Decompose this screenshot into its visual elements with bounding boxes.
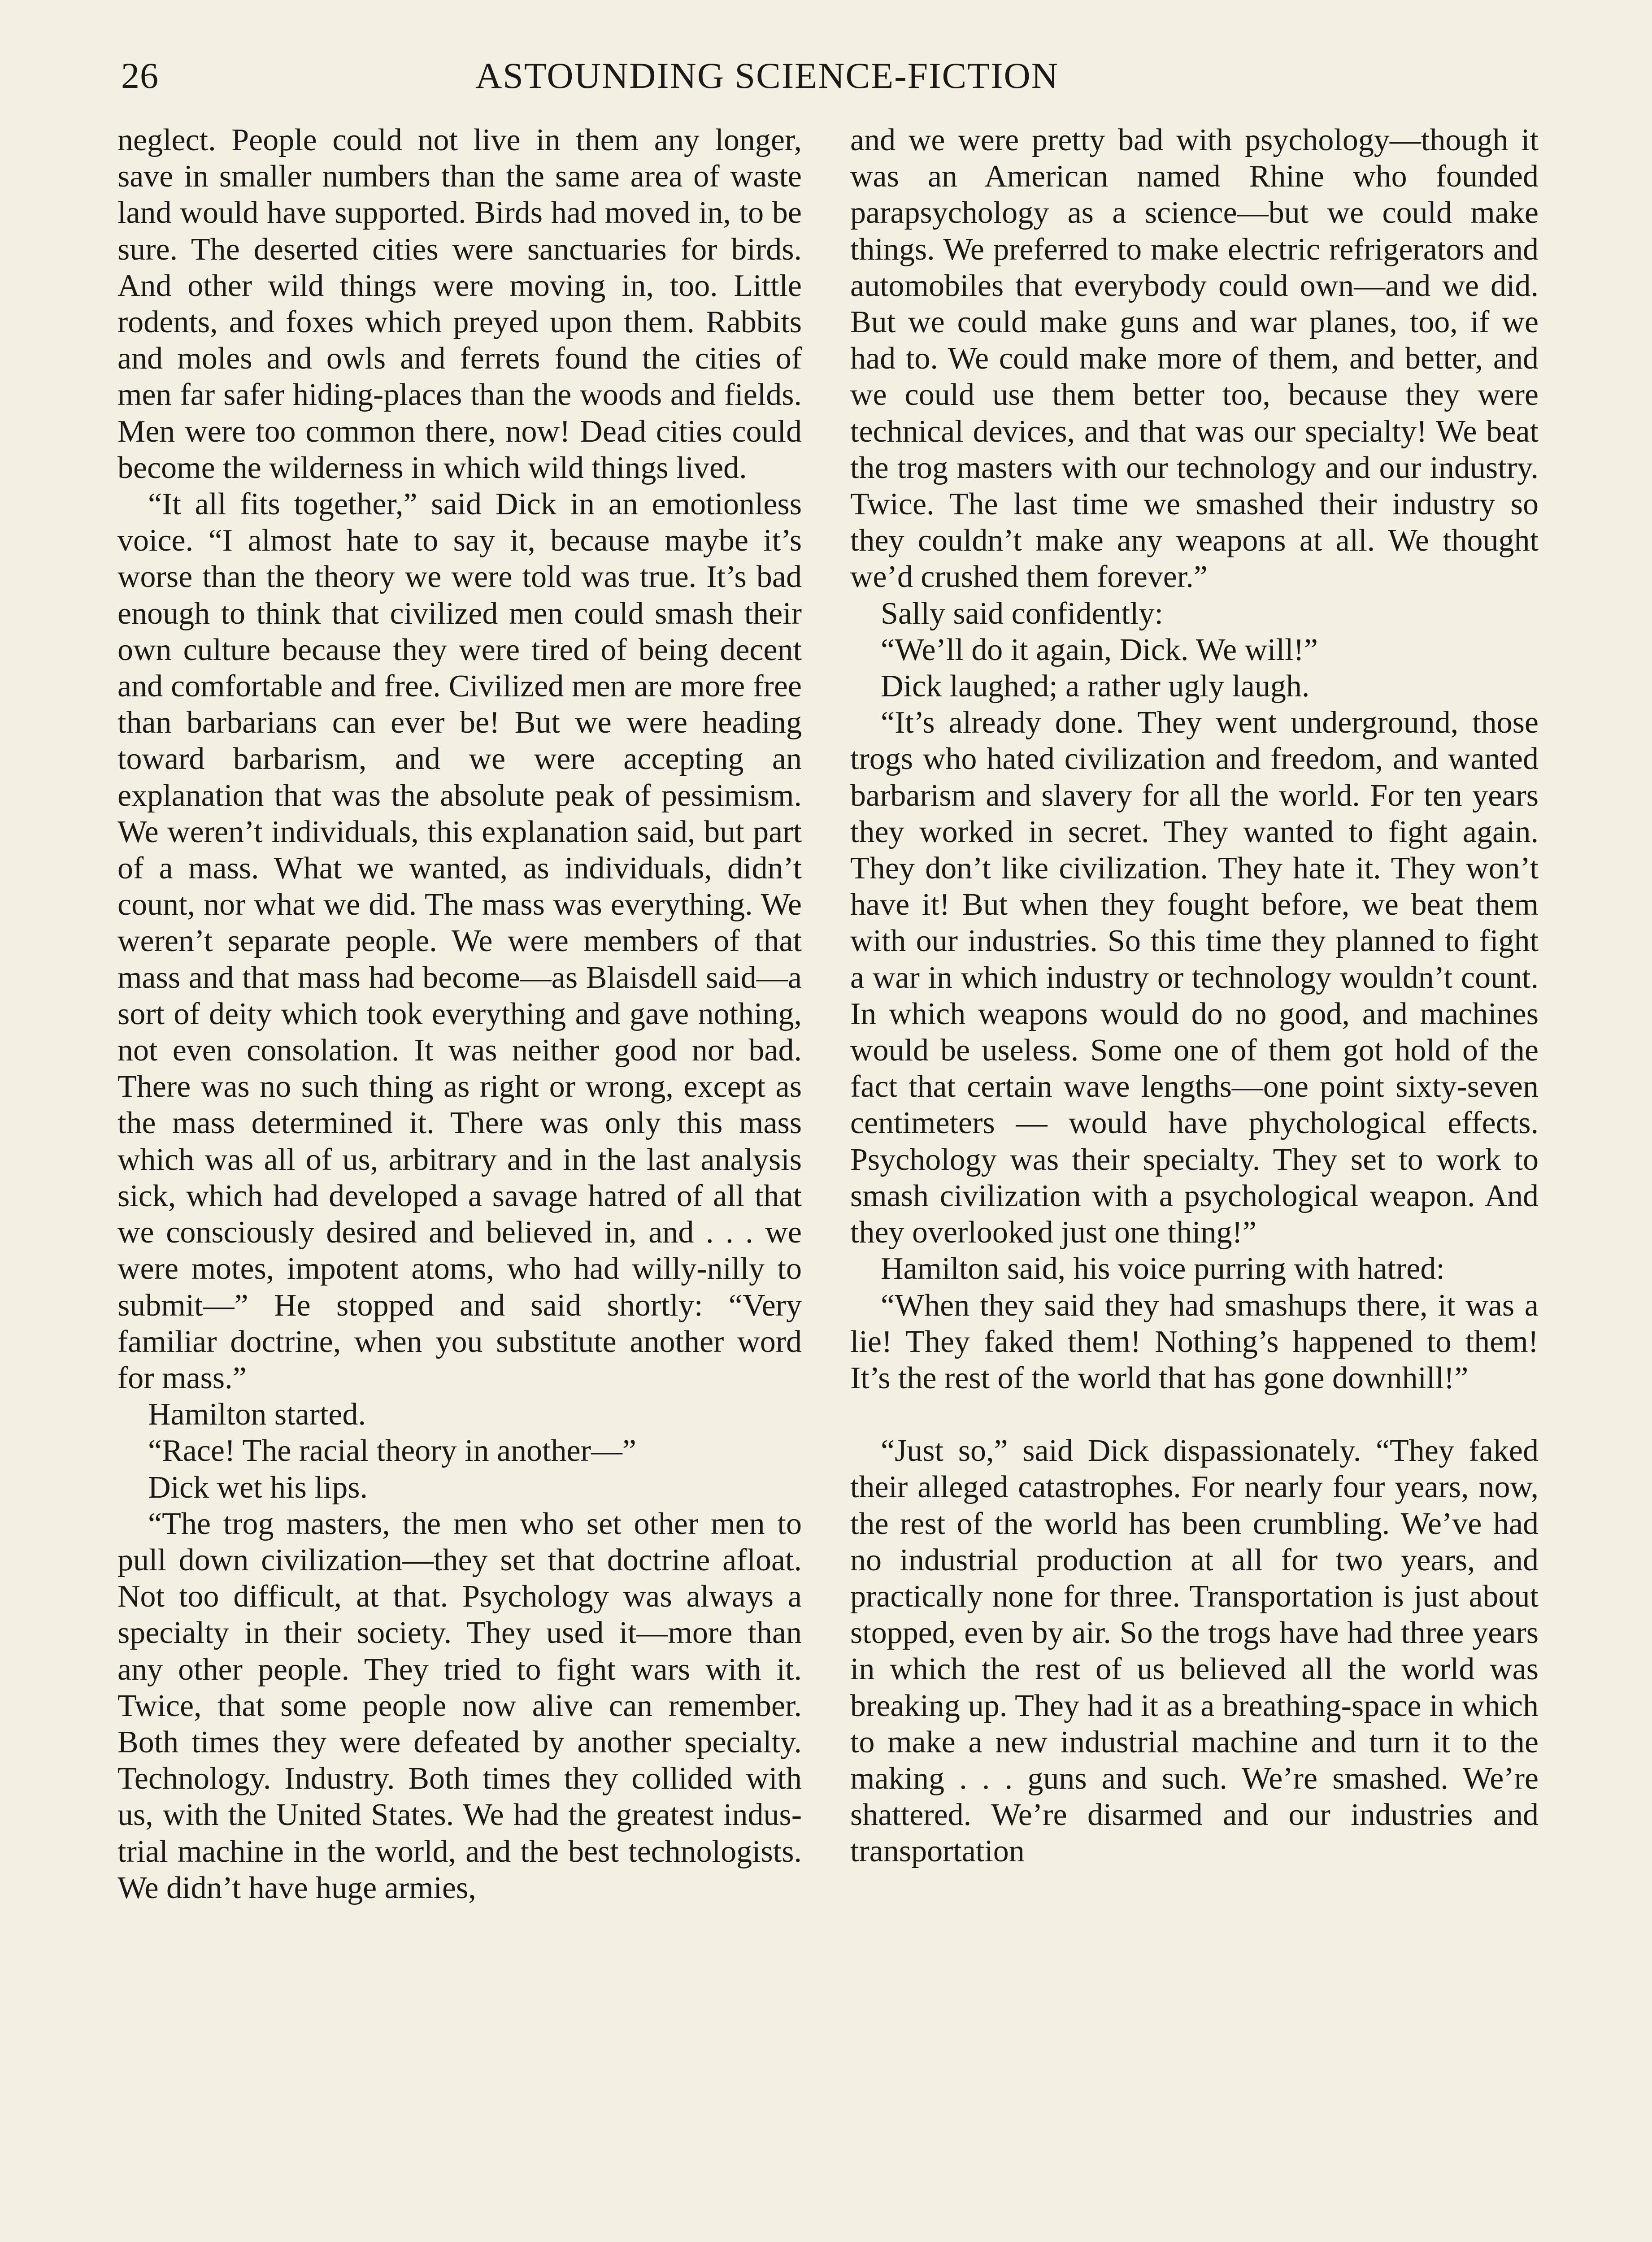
paragraph: “The trog masters, the men who set other men to pull down civilization—they set that doctrine afloat. Not too difficult, at that. Psychology was always a specialty in their society. They used it—more than any other people. They tried to fight wars with it. Twice, that some people now alive can remember. Both times they were defeated by another specialty. Technology. Industry. Both times they collided with us, with the United States. We had the greatest industrial machine in the world, and the best technologists. We didn’t have huge armies, xyxy=(117,1506,802,1905)
running-head: ASTOUNDING SCIENCE-FICTION xyxy=(475,55,1059,96)
paragraph: “Just so,” said Dick dispassionately. “They faked their alleged catastrophes. For nearly four years, now, the rest of the world has been crumbling. We’ve had no industrial production at all for two years, and practically none for three. Transportation is just about stopped, even by air. So the trogs have had three years in which the rest of us believed all the world was breaking up. They had it as a breathing-space in which to make a new industrial machine and turn it to the making . . . guns and such. We’re smashed. We’re shattered. We’re disarmed and our industries and transportation xyxy=(850,1434,1539,1869)
paragraph: “We’ll do it again, Dick. We will!” xyxy=(881,632,1318,667)
paragraph: Dick laughed; a rather ugly laugh. xyxy=(881,669,1310,704)
paragraph: Hamilton said, his voice purring with hatred: xyxy=(881,1251,1445,1286)
paragraph: and we were pretty bad with psychology—though it was an American named Rhine who founded parapsychology as a science—but we could make things. We preferred to make electric refrigerators and automobiles that everybody could own—and we did. But we could make guns and war planes, too, if we had to. We could make more of them, and better, and we could use them better too, because they were technical devices, and that was our specialty! We beat the trog masters with our technology and our industry. Twice. The last time we smashed their industry so they couldn’t make any weapons at all. We thought we’d crushed them forever.” xyxy=(850,123,1539,595)
left-column xyxy=(117,122,802,1906)
paragraph: “When they said they had smashups there, it was a lie! They faked them! Nothing’s happened to them! It’s the rest of the world that has gone downhill!” xyxy=(850,1288,1539,1395)
paragraph: Dick wet his lips. xyxy=(148,1470,368,1505)
paragraph: “Race! The racial theory in another—” xyxy=(148,1434,636,1469)
paragraph: “It’s already done. They went underground, those trogs who hated civilization and freedom, and wanted barbarism and slavery for all the world. For ten years they worked in secret. They wanted to fight again. They don’t like civilization. They hate it. They won’t have it! But when they fought before, we beat them with our industries. So this time they planned to fight a war in which industry or technology wouldn’t count. In which weapons would do no good, and machines would be useless. Some one of them got hold of the fact that certain wave lengths—one point sixty-seven centimeters — would have phychological effects. Psychology was their specialty. They set to work to smash civilization with a psychological weapon. And they overlooked just one thing!” xyxy=(850,705,1539,1250)
right-column xyxy=(850,122,1539,1870)
page-number: 26 xyxy=(121,55,159,96)
paragraph: neglect. People could not live in them any longer, save in smaller numbers than the same area of waste land would have supported. Birds had moved in, to be sure. The deserted cities were sanctuaries for birds. And other wild things were moving in, too. Little rodents, and foxes which preyed upon them. Rabbits and moles and owls and ferrets found the cities of men far safer hiding-places than the woods and fields. Men were too common there, now! Dead cities could become the wilderness in which wild things lived. xyxy=(117,123,802,485)
paragraph: Hamilton started. xyxy=(148,1397,366,1432)
paragraph: “It all fits together,” said Dick in an emotionless voice. “I almost hate to say it, because maybe it’s worse than the theory we were told was true. It’s bad enough to think that civilized men could smash their own culture because they were tired of being decent and comfortable and free. Civilized men are more free than barbarians can ever be! But we were heading toward barbarism, and we were accepting an explanation that was the absolute peak of pessimism. We weren’t individuals, this explanation said, but part of a mass. What we wanted, as individuals, didn’t count, nor what we did. The mass was everything. We weren’t separate people. We were members of that mass and that mass had become—as Blaisdell said—a sort of deity which took everything and gave nothing, not even consolation. It was neither good nor bad. There was no such thing as right or wrong, except as the mass determined it. There was only this mass which was all of us, arbitrary and in the last analysis sick, which had developed a savage hatred of all that we consciously desired and believed in, and . . . we were motes, impotent atoms, who had willy-nilly to submit—” He stopped and said shortly: “Very familiar doctrine, when you substitute another word for mass.” xyxy=(117,487,802,1395)
paragraph: Sally said confidently: xyxy=(881,596,1163,631)
